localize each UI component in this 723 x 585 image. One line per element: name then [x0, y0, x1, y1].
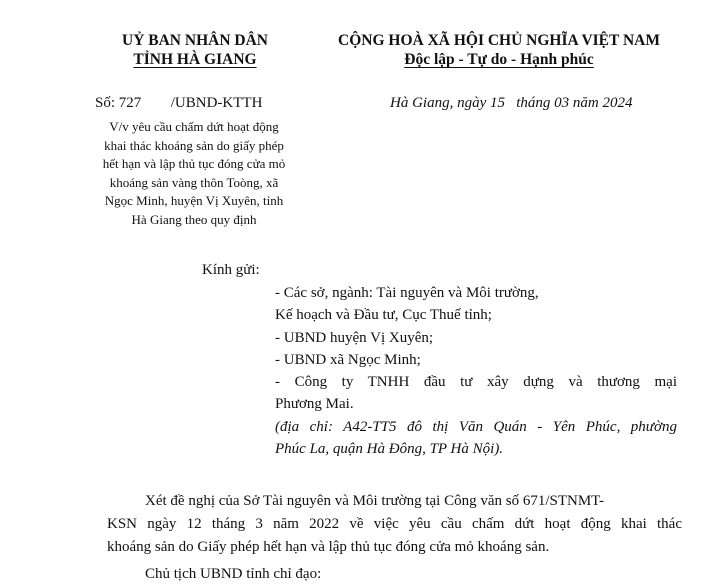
agency-name-line2 [100, 51, 290, 69]
document-subject [68, 118, 320, 230]
document-number-prefix: Số: 727 [95, 95, 142, 111]
recipient-item: - Các sở, ngành: Tài nguyên và Môi trường, [275, 285, 539, 301]
document-number-suffix: /UBND-KTTH [170, 95, 263, 111]
recipient-item: Phương Mai. [275, 396, 354, 413]
recipient-item: - Công ty TNHH đầu tư xây dựng và thương mại [275, 374, 677, 391]
subject-line: khoáng sản vàng thôn Toòng, xã [109, 174, 279, 190]
document-number [95, 95, 262, 112]
subject-line: hết hạn và lập thủ tục đóng cửa mỏ [102, 156, 286, 172]
national-motto [300, 51, 698, 69]
subject-line: khai thác khoáng sản do giấy phép [104, 137, 284, 153]
recipients-label: Kính gửi: [202, 262, 260, 278]
directive-heading: Chủ tịch UBND tỉnh chỉ đạo: [145, 566, 322, 582]
recipient-item: - UBND xã Ngọc Minh; [275, 351, 421, 368]
recipient-address-line: Phúc La, quận Hà Đông, TP Hà Nội). [275, 441, 504, 458]
national-title: CỘNG HOÀ XÃ HỘI CHỦ NGHĨA VIỆT NAM [338, 32, 660, 49]
body-paragraph [107, 490, 682, 559]
recipient-item: - UBND huyện Vị Xuyên; [275, 329, 434, 346]
recipients-list [275, 282, 677, 460]
agency-name-line2-text: TỈNH HÀ GIANG [133, 51, 257, 68]
recipient-item: Kế hoạch và Đầu tư, Cục Thuế tỉnh; [275, 307, 492, 324]
subject-line: V/v yêu cầu chấm dứt hoạt động [109, 119, 279, 134]
agency-name-line1: UỶ BAN NHÂN DÂN [122, 32, 268, 49]
national-motto-text: Độc lập - Tự do - Hạnh phúc [404, 51, 594, 68]
paragraph-line: Xét đề nghị của Sở Tài nguyên và Môi trường tại Công văn số 671/STNMT- [145, 493, 604, 509]
subject-line: Ngọc Minh, huyện Vị Xuyên, tỉnh [104, 193, 284, 209]
recipient-address-line: (địa chỉ: A42-TT5 đô thị Văn Quán - Yên Phúc, phường [275, 418, 677, 435]
paragraph-line: khoáng sản do Giấy phép hết hạn và lập thủ tục đóng cửa mỏ khoáng sản. [107, 539, 550, 555]
paragraph-line: KSN ngày 12 tháng 3 năm 2022 về việc yêu cầu chấm dứt hoạt động khai thác [107, 516, 682, 532]
subject-line: Hà Giang theo quy định [131, 211, 257, 227]
document-date: Hà Giang, ngày 15 tháng 03 năm 2024 [390, 95, 633, 111]
